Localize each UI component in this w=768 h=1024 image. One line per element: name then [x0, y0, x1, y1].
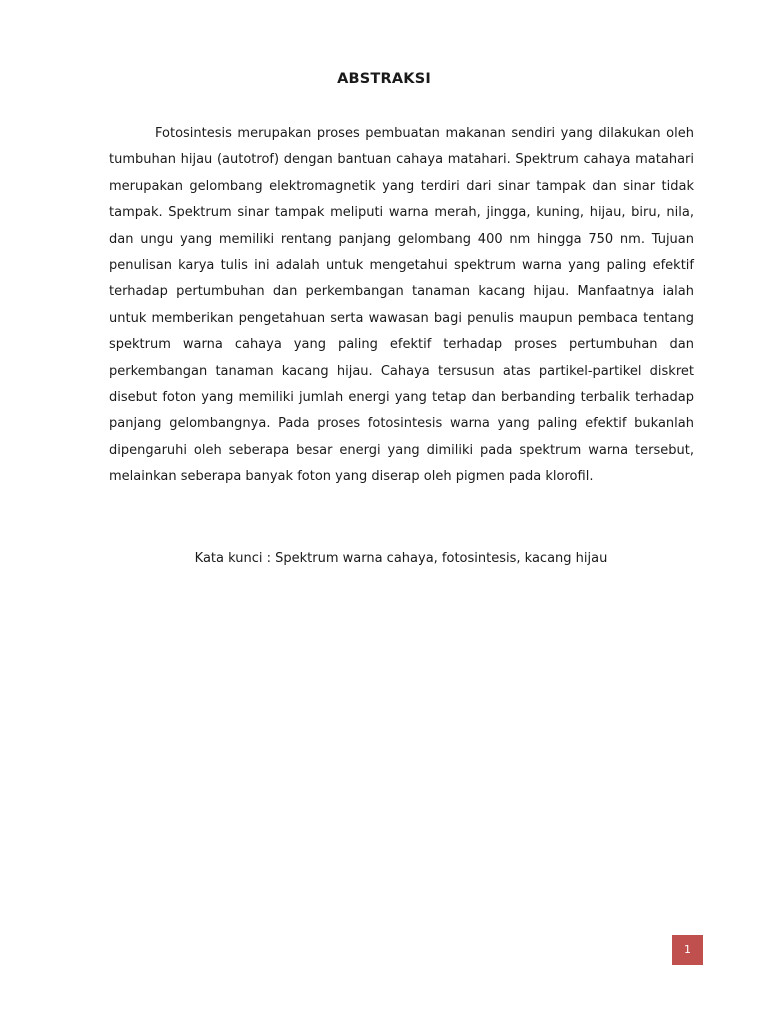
page-number-badge: 1 — [672, 935, 703, 965]
keywords-line: Kata kunci : Spektrum warna cahaya, fotosintesis, kacang hijau — [194, 551, 608, 566]
page-title: ABSTRAKSI — [337, 71, 431, 87]
abstract-paragraph: Fotosintesis merupakan proses pembuatan makanan sendiri yang dilakukan oleh tumbuhan hijau (autotrof) dengan bantuan cahaya matahari. Spektrum cahaya matahari merupakan gelombang elektromagnetik yang terdiri dari sinar tampak dan sinar tidak tampak. Spektrum sinar tampak meliputi warna merah, jingga, kuning, hijau, biru, nila, dan ungu yang memiliki rentang panjang gelombang 400 nm hingga 750 nm. Tujuan penulisan karya tulis ini adalah untuk mengetahui spektrum warna yang paling efektif terhadap pertumbuhan dan perkembangan tanaman kacang hijau. Manfaatnya ialah untuk memberikan pengetahuan serta wawasan bagi penulis maupun pembaca tentang spektrum warna cahaya yang paling efektif terhadap proses pertumbuhan dan perkembangan tanaman kacang hijau. Cahaya tersusun atas partikel-partikel diskret disebut foton yang memiliki jumlah energi yang tetap dan berbanding terbalik terhadap panjang gelombangnya. Pada proses fotosintesis warna yang paling efektif bukanlah dipengaruhi oleh seberapa besar energi yang dimiliki pada spektrum warna tersebut, melainkan seberapa banyak foton yang diserap oleh pigmen pada klorofil. — [109, 126, 694, 485]
